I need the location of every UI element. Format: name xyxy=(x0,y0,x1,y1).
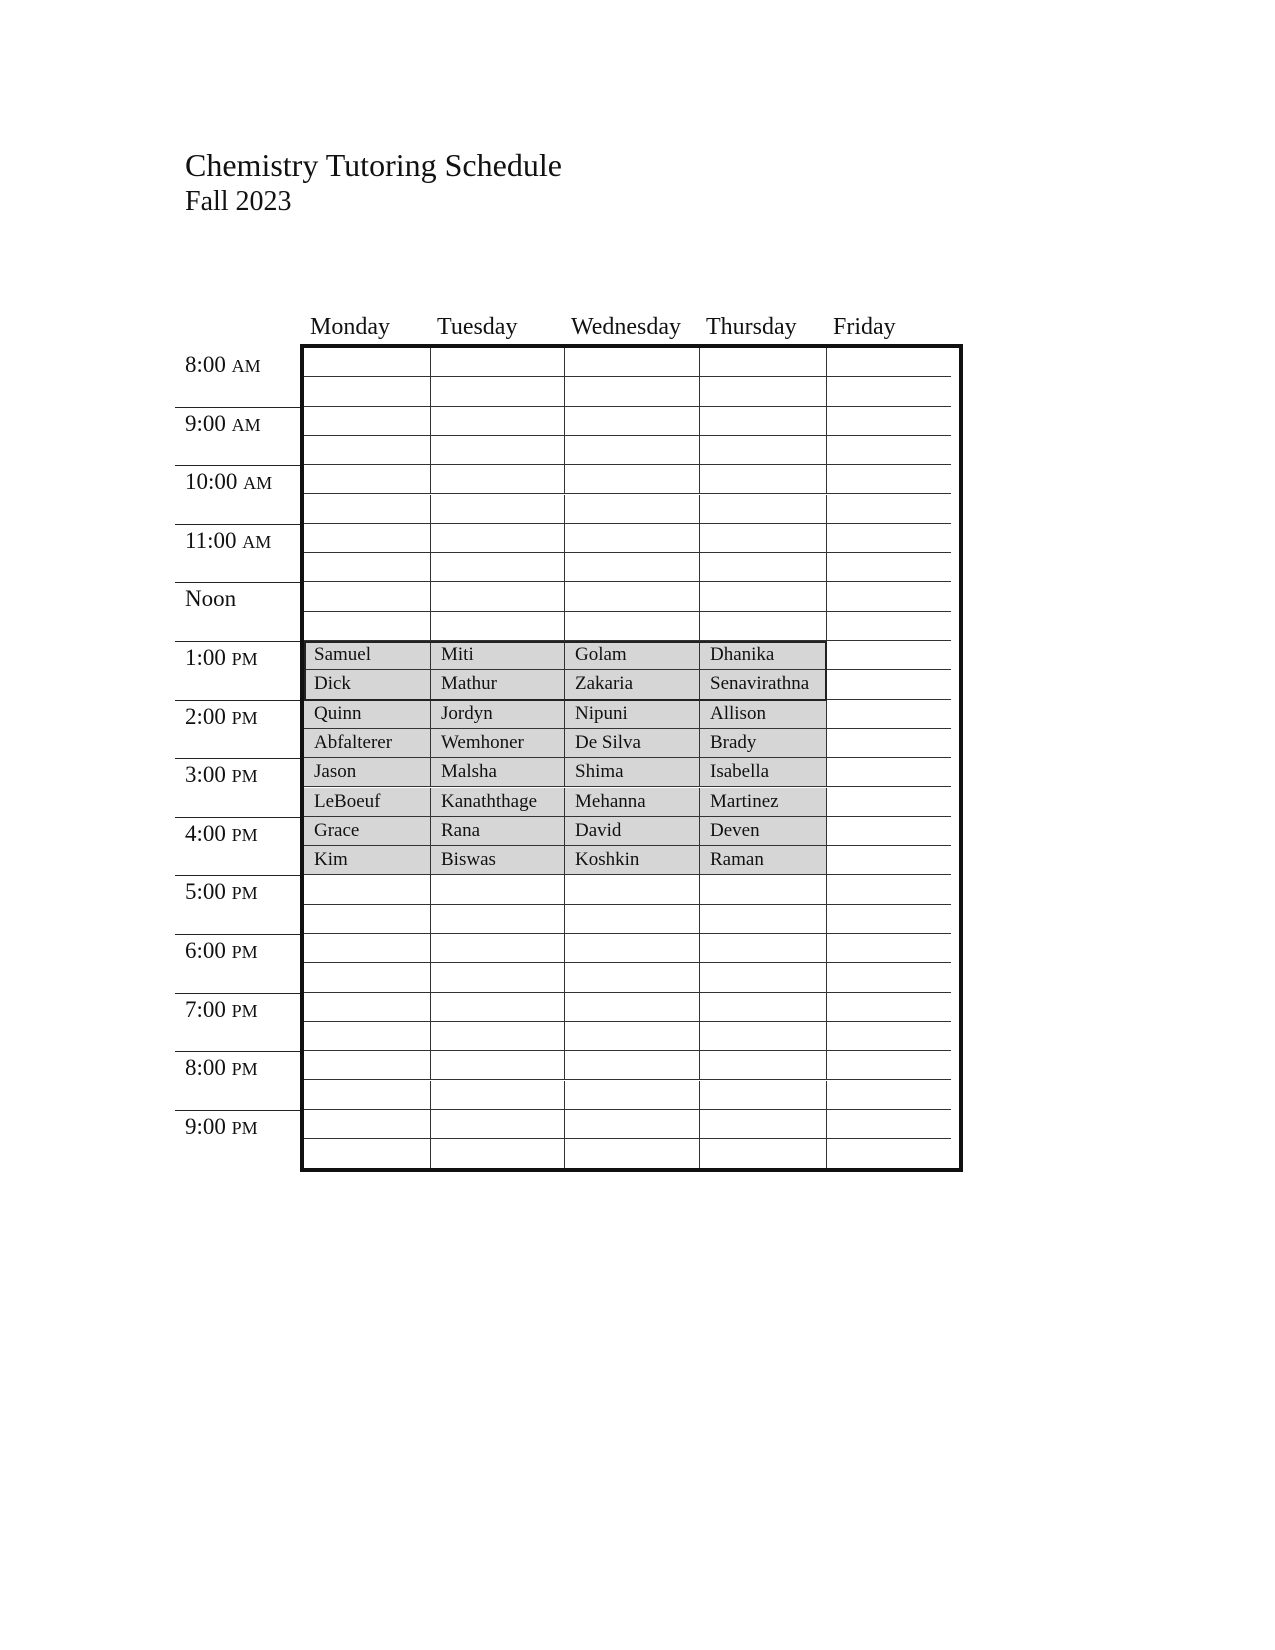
schedule-cell xyxy=(304,1022,431,1051)
day-header-thursday: Thursday xyxy=(706,314,797,340)
time-label xyxy=(185,528,271,555)
schedule-cell xyxy=(565,553,700,582)
schedule-cell xyxy=(431,407,565,436)
time-suffix: PM xyxy=(231,942,258,962)
time-divider xyxy=(175,1051,303,1052)
tutor-first-name: Malsha xyxy=(431,758,565,787)
tutor-first-name: Golam xyxy=(565,641,700,670)
schedule-cell xyxy=(700,1051,827,1080)
schedule-cell xyxy=(700,1022,827,1051)
time-divider xyxy=(175,407,303,408)
time-label xyxy=(185,821,258,848)
time-suffix: AM xyxy=(231,356,261,376)
schedule-cell xyxy=(827,758,951,787)
schedule-cell xyxy=(431,377,565,406)
time-divider xyxy=(175,641,303,642)
schedule-cell xyxy=(565,993,700,1022)
page-subtitle: Fall 2023 xyxy=(185,186,292,217)
schedule-cell xyxy=(827,553,951,582)
schedule-cell xyxy=(431,495,565,524)
tutor-first-name: Rana xyxy=(431,817,565,846)
tutor-first-name: Allison xyxy=(700,700,827,729)
time-label xyxy=(185,469,272,496)
schedule-cell xyxy=(700,465,827,494)
time-value: 3:00 xyxy=(185,762,226,788)
schedule-cell xyxy=(431,524,565,553)
time-value: 8:00 xyxy=(185,352,226,377)
schedule-cell xyxy=(700,612,827,641)
tutor-first-name: Samuel xyxy=(304,641,431,670)
schedule-cell xyxy=(827,495,951,524)
time-value: 10:00 xyxy=(185,469,238,495)
time-value: 2:00 xyxy=(185,703,226,729)
tutor-last-name: Biswas xyxy=(431,846,565,875)
schedule-cell xyxy=(700,407,827,436)
tutor-last-name: Abfalterer xyxy=(304,729,431,758)
schedule-cell xyxy=(565,407,700,436)
schedule-cell xyxy=(431,1110,565,1139)
schedule-cell xyxy=(304,1139,431,1168)
time-suffix: PM xyxy=(231,824,258,845)
schedule-cell xyxy=(827,1110,951,1139)
schedule-cell xyxy=(565,524,700,553)
schedule-cell xyxy=(565,465,700,494)
schedule-cell xyxy=(700,348,827,377)
day-header-monday: Monday xyxy=(310,314,390,340)
day-header-friday: Friday xyxy=(833,314,896,340)
schedule-cell xyxy=(304,993,431,1022)
schedule-cell xyxy=(827,1081,951,1110)
schedule-cell xyxy=(565,377,700,406)
schedule-cell xyxy=(700,963,827,992)
time-value: 9:00 xyxy=(185,1113,226,1139)
time-divider xyxy=(175,817,303,818)
schedule-cell xyxy=(827,670,951,699)
tutor-first-name: Quinn xyxy=(304,700,431,729)
time-divider xyxy=(175,524,303,525)
schedule-cell xyxy=(827,934,951,963)
schedule-cell xyxy=(827,875,951,904)
time-suffix: AM xyxy=(243,473,273,494)
schedule-cell xyxy=(700,524,827,553)
schedule-cell xyxy=(565,1110,700,1139)
tutor-last-name: Mehanna xyxy=(565,788,700,817)
schedule-cell xyxy=(700,875,827,904)
time-divider xyxy=(175,875,303,876)
schedule-cell xyxy=(827,729,951,758)
schedule-cell xyxy=(827,1022,951,1051)
time-suffix: AM xyxy=(231,414,261,435)
tutor-last-name: Martinez xyxy=(700,788,827,817)
schedule-cell xyxy=(700,553,827,582)
schedule-cell xyxy=(565,1022,700,1051)
schedule-cell xyxy=(565,963,700,992)
schedule-cell xyxy=(565,495,700,524)
schedule-cell xyxy=(700,436,827,465)
time-divider xyxy=(175,465,303,466)
schedule-cell xyxy=(565,1139,700,1168)
schedule-cell xyxy=(565,1081,700,1110)
schedule-cell xyxy=(304,963,431,992)
time-divider xyxy=(175,1110,303,1111)
schedule-cell xyxy=(304,905,431,934)
tutor-last-name: Raman xyxy=(700,846,827,875)
schedule-cell xyxy=(827,436,951,465)
schedule-cell xyxy=(827,846,951,875)
time-label xyxy=(185,1055,258,1082)
schedule-cell xyxy=(565,348,700,377)
schedule-cell xyxy=(827,993,951,1022)
schedule-cell xyxy=(827,1051,951,1080)
tutor-first-name: Jason xyxy=(304,758,431,787)
schedule-cell xyxy=(700,582,827,611)
time-suffix: AM xyxy=(242,531,272,552)
tutor-last-name: De Silva xyxy=(565,729,700,758)
schedule-grid xyxy=(300,344,963,1172)
schedule-cell xyxy=(431,875,565,904)
schedule-cell xyxy=(827,788,951,817)
time-value: Noon xyxy=(185,586,237,612)
time-value: 9:00 xyxy=(185,410,226,436)
time-divider xyxy=(175,993,303,994)
tutor-first-name: Shima xyxy=(565,758,700,787)
tutor-last-name: Dick xyxy=(304,670,431,699)
schedule-cell xyxy=(565,436,700,465)
time-value: 11:00 xyxy=(185,527,237,553)
tutor-first-name: Miti xyxy=(431,641,565,670)
schedule-cell xyxy=(700,495,827,524)
schedule-cell xyxy=(827,348,951,377)
tutor-last-name: Kanaththage xyxy=(431,788,565,817)
schedule-cell xyxy=(431,934,565,963)
schedule-cell xyxy=(827,641,951,670)
tutor-last-name: LeBoeuf xyxy=(304,788,431,817)
tutor-first-name: Dhanika xyxy=(700,641,827,670)
schedule-cell xyxy=(565,875,700,904)
time-divider xyxy=(175,582,303,583)
schedule-cell xyxy=(304,1081,431,1110)
schedule-cell xyxy=(304,465,431,494)
time-label xyxy=(185,352,261,379)
schedule-cell xyxy=(304,553,431,582)
schedule-cell xyxy=(431,465,565,494)
schedule-cell xyxy=(304,934,431,963)
day-header-wednesday: Wednesday xyxy=(571,314,682,340)
schedule-cell xyxy=(700,377,827,406)
schedule-cell xyxy=(304,1051,431,1080)
schedule-cell xyxy=(304,612,431,641)
schedule-cell xyxy=(304,1110,431,1139)
time-label xyxy=(185,1114,258,1141)
schedule-cell xyxy=(700,993,827,1022)
time-label xyxy=(185,938,258,965)
time-value: 1:00 xyxy=(185,645,226,670)
schedule-cell xyxy=(700,1081,827,1110)
tutor-last-name: Koshkin xyxy=(565,846,700,875)
schedule-cell xyxy=(700,1139,827,1168)
schedule-cell xyxy=(827,377,951,406)
time-label xyxy=(185,586,236,612)
schedule-cell xyxy=(431,436,565,465)
time-label xyxy=(185,411,261,438)
schedule-cell xyxy=(304,875,431,904)
schedule-cell xyxy=(827,407,951,436)
schedule-cell xyxy=(431,1139,565,1168)
tutor-last-name: Zakaria xyxy=(565,670,700,699)
schedule-cell xyxy=(304,495,431,524)
schedule-cell xyxy=(700,1110,827,1139)
schedule-cell xyxy=(304,407,431,436)
schedule-cell xyxy=(431,1022,565,1051)
time-suffix: PM xyxy=(231,1000,258,1021)
time-value: 5:00 xyxy=(185,879,226,905)
schedule-cell xyxy=(565,1051,700,1080)
tutor-first-name: Isabella xyxy=(700,758,827,787)
time-label xyxy=(185,645,258,672)
tutor-last-name: Senavirathna xyxy=(700,670,827,699)
schedule-cell xyxy=(304,377,431,406)
schedule-cell xyxy=(431,582,565,611)
schedule-cell xyxy=(827,905,951,934)
schedule-cell xyxy=(431,553,565,582)
time-divider xyxy=(175,758,303,759)
time-suffix: PM xyxy=(231,1117,258,1138)
time-suffix: PM xyxy=(231,649,258,669)
tutor-last-name: Mathur xyxy=(431,670,565,699)
schedule-cell xyxy=(304,524,431,553)
schedule-cell xyxy=(431,1081,565,1110)
schedule-cell xyxy=(827,817,951,846)
time-suffix: PM xyxy=(231,1059,258,1080)
tutor-last-name: Brady xyxy=(700,729,827,758)
time-value: 4:00 xyxy=(185,820,226,846)
schedule-cell xyxy=(431,963,565,992)
schedule-cell xyxy=(431,993,565,1022)
schedule-cell xyxy=(431,612,565,641)
tutor-last-name: Wemhoner xyxy=(431,729,565,758)
schedule-cell xyxy=(431,905,565,934)
time-divider xyxy=(175,700,303,701)
tutor-first-name: Grace xyxy=(304,817,431,846)
time-label xyxy=(185,997,258,1024)
tutor-first-name: David xyxy=(565,817,700,846)
time-divider xyxy=(175,934,303,935)
schedule-cell xyxy=(565,582,700,611)
page-title: Chemistry Tutoring Schedule xyxy=(185,147,562,183)
time-label xyxy=(185,762,258,789)
schedule-cell xyxy=(565,934,700,963)
schedule-cell xyxy=(304,582,431,611)
day-header-tuesday: Tuesday xyxy=(437,314,518,340)
schedule-cell xyxy=(827,612,951,641)
schedule-cell xyxy=(827,582,951,611)
tutor-first-name: Deven xyxy=(700,817,827,846)
schedule-cell xyxy=(431,348,565,377)
tutor-first-name: Nipuni xyxy=(565,700,700,729)
schedule-cell xyxy=(700,934,827,963)
schedule-cell xyxy=(565,612,700,641)
time-label xyxy=(185,879,258,906)
schedule-cell xyxy=(827,700,951,729)
time-suffix: PM xyxy=(231,707,258,728)
schedule-cell xyxy=(827,524,951,553)
schedule-cell xyxy=(565,905,700,934)
time-suffix: PM xyxy=(231,883,258,904)
schedule-cell xyxy=(431,1051,565,1080)
schedule-cell xyxy=(700,905,827,934)
schedule-cell xyxy=(827,963,951,992)
time-label xyxy=(185,704,258,731)
schedule-cell xyxy=(304,436,431,465)
tutor-last-name: Kim xyxy=(304,846,431,875)
time-suffix: PM xyxy=(231,766,258,787)
schedule-cell xyxy=(304,348,431,377)
time-value: 8:00 xyxy=(185,1055,226,1081)
schedule-cell xyxy=(827,465,951,494)
schedule-cell xyxy=(827,1139,951,1168)
tutor-first-name: Jordyn xyxy=(431,700,565,729)
time-value: 7:00 xyxy=(185,996,226,1022)
time-value: 6:00 xyxy=(185,938,226,963)
